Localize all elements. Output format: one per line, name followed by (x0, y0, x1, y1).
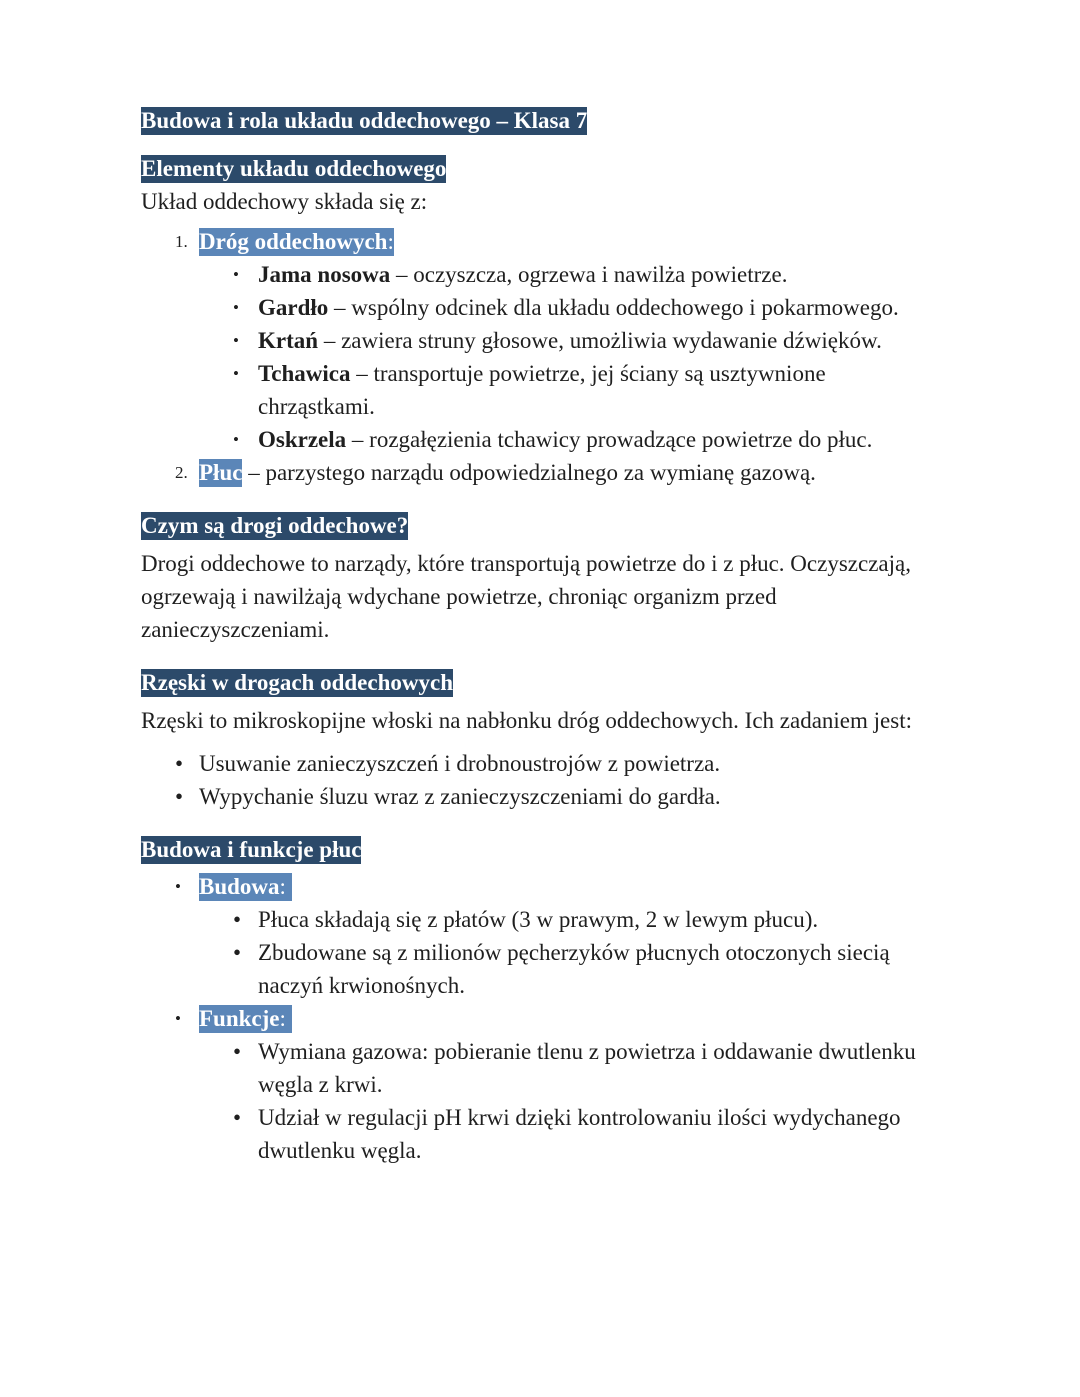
list-item: • Płuca składają się z płatów (3 w prawym, 2 w lewym płucu). (199, 903, 941, 936)
section-body: Drogi oddechowe to narządy, które transportują powietrze do i z płuc. Oczyszczają, ogrzewają i nawilżają wdychane powietrze, chroniąc organizm przed zanieczyszczeniami. (141, 551, 911, 642)
list-item (141, 225, 941, 456)
bullet-icon: • (175, 751, 184, 776)
functions-sublist (199, 1035, 941, 1167)
item-label: Płuc (199, 460, 243, 485)
bullet-icon: • (233, 364, 239, 383)
list-item: • Wymiana gazowa: pobieranie tlenu z powietrza i oddawanie dwutlenku węgla z krwi. (199, 1035, 941, 1101)
bullet-icon: • (233, 265, 239, 284)
section-body: Rzęski to mikroskopijne włoski na nabłonku dróg oddechowych. Ich zadaniem jest: (141, 708, 912, 733)
list-item: • Usuwanie zanieczyszczeń i drobnoustrojów z powietrza. (141, 747, 941, 780)
list-number: 2. (175, 463, 188, 482)
list-item: • Tchawica – transportuje powietrze, jej ściany są usztywnione chrząstkami. (199, 357, 941, 423)
bullet-icon: • (233, 298, 239, 317)
item-label: Budowa: (199, 873, 292, 901)
bullet-icon: • (233, 1105, 242, 1130)
cilia-list (141, 747, 941, 813)
section-heading-cilia: Rzęski w drogach oddechowych (141, 670, 454, 695)
bullet-icon: • (175, 877, 181, 896)
bullet-icon: • (233, 940, 242, 965)
list-item: • Krtań – zawiera struny głosowe, umożliwia wydawanie dźwięków. (199, 324, 941, 357)
item-label: Funkcje: (199, 1005, 292, 1033)
document-title: Budowa i rola układu oddechowego – Klasa 7 (141, 108, 588, 133)
item-label: Dróg oddechowych: (199, 229, 394, 254)
bullet-icon: • (233, 1039, 242, 1064)
list-item: • Jama nosowa – oczyszcza, ogrzewa i nawilża powietrze. (199, 258, 941, 291)
list-number: 1. (175, 232, 188, 251)
section-heading-elements: Elementy układu oddechowego (141, 156, 447, 181)
document-page (141, 104, 941, 1167)
section-heading-airways: Czym są drogi oddechowe? (141, 513, 409, 538)
list-item: • Gardło – wspólny odcinek dla układu oddechowego i pokarmowego. (199, 291, 941, 324)
bullet-icon: • (233, 907, 242, 932)
list-item: • Oskrzela – rozgałęzienia tchawicy prowadzące powietrze do płuc. (199, 423, 941, 456)
bullet-icon: • (233, 430, 239, 449)
bullet-icon: • (175, 1009, 181, 1028)
list-item: • Udział w regulacji pH krwi dzięki kontrolowaniu ilości wydychanego dwutlenku węgla. (199, 1101, 941, 1167)
lungs-list (141, 870, 941, 1167)
bullet-icon: • (233, 331, 239, 350)
list-item: • Zbudowane są z milionów pęcherzyków płucnych otoczonych siecią naczyń krwionośnych. (199, 936, 941, 1002)
list-item (141, 1002, 941, 1167)
bullet-icon: • (175, 784, 184, 809)
respiratory-elements-list (141, 225, 941, 489)
airways-sublist (199, 258, 941, 456)
section-intro: Układ oddechowy składa się z: (141, 189, 428, 214)
list-item: 2. Płuc – parzystego narządu odpowiedzialnego za wymianę gazową. (141, 456, 941, 489)
list-item (141, 870, 941, 1002)
list-item: • Wypychanie śluzu wraz z zanieczyszczeniami do gardła. (141, 780, 941, 813)
structure-sublist (199, 903, 941, 1002)
section-heading-lungs: Budowa i funkcje płuc (141, 837, 362, 862)
